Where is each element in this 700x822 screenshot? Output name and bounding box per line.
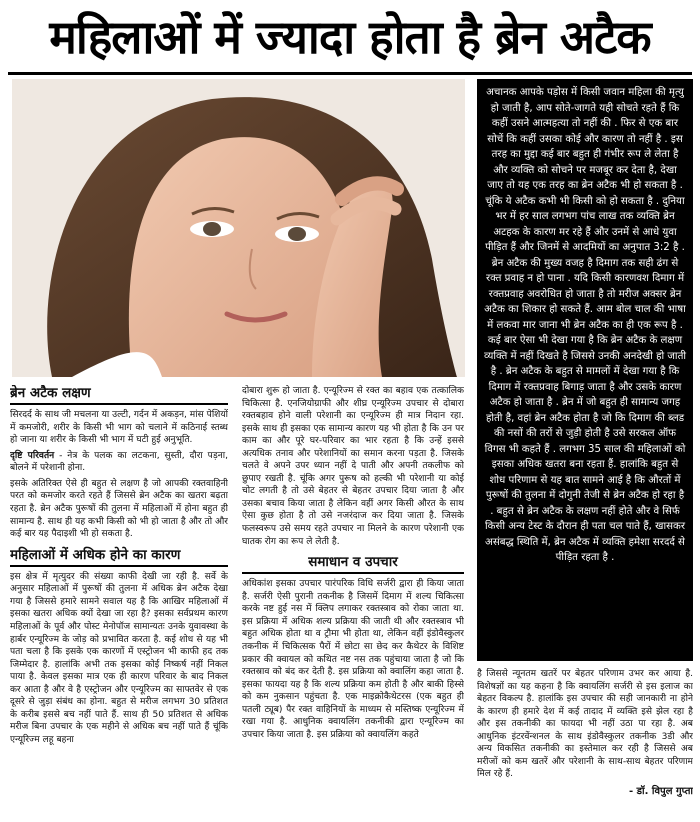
paragraph: दोबारा शुरू हो जाता है. एन्यूरिज्म से रक्त का बहाव एक तत्कालिक चिकित्सा है. एनजियोग्राफी और शीघ्र एन्यूरिज्म उपचार से दोबारा रक्तबहाव होने वाली परेशानी का एन्यूरिज्म ही मात्र निदान रहा. इसके साथ ही इसका एक सामान्य कारण यह भी होता है कि उन पर काम का और पूरे घर-परिवार का भार रहता है कि उन्हें इससे अत्यधिक तनाव और परेशानियों का समान करना पड़ता है. जिसके चलते वे अपने उपर ध्यान नहीं दे पाती और अपनी तकलीफ को छुपाए रखती है. चूंकि अगर पुरूष को हल्की भी परेशानी या कोई चोट लगती है तो उसे बेहतर से बेहतर उपचार दिया जाता है और उसका बचाव किया जाता है लेकिन वहीं अगर किसी औरत के साथ ऐसा कुछ होता है तो उसे नजरंदाज कर दिया जाता है. जिसके फलस्वरूप उसे समय रहते उपचार ना मिलने के कारण परेशानी एक घातक रोग का रूप ले लेती है. bbox=[242, 386, 464, 547]
section-heading-symptoms: ब्रेन अटैक लक्षण bbox=[10, 385, 228, 405]
author-byline: - डॉ. विपुल गुप्ता bbox=[629, 785, 693, 797]
section-heading-reasons: महिलाओं में अधिक होने का कारण bbox=[10, 547, 228, 567]
headline: महिलाओं में ज्यादा होता है ब्रेन अटैक bbox=[49, 10, 651, 64]
paragraph: इसके अतिरिक्त ऐसे ही बहुत से लक्षण है जो आपकी रक्तवाहिनी परत को कमजोर करते रहते हैं जिससे ब्रेन अटैक का खतरा बढ़ता रहता है. ब्रेन अटैक पुरूषों की तुलना में महिलाओं में होना बहुत ही सामान्य है. साथ ही यह कभी किसी को भी हो जाता है और तो और कई बार यह पैदाइशी भी हो सकता है. bbox=[10, 478, 228, 540]
paragraph-lead: दृष्टि परिवर्तन bbox=[10, 450, 55, 461]
woman-photo-illustration bbox=[12, 79, 465, 377]
column-1 bbox=[10, 385, 228, 817]
paragraph bbox=[10, 450, 228, 475]
column-3 bbox=[477, 668, 693, 818]
intro-text: अचानक आपके पड़ोस में किसी जवान महिला की मृत्यु हो जाती है, आप सोते-जागते यही सोचते रहते हैं कि कहीं उसने आत्महत्या तो नहीं की . फिर से एक बार सोचें कि कहीं उसका कोई और कारण तो नहीं है . इस तरह का मुद्दा कई बार बहुत ही गंभीर रूप ले लेता है और व्यक्ति को सोचने पर मजबूर कर देता है, देखा जाए तो यह एक तरह का ब्रेन अटैक भी हो सकता है . चूंकि ये अटैक कभी भी किसी को हो सकता है . दुनिया भर में हर साल लगभग पांच लाख तक व्यक्ति ब्रेन अटहक के कारण मर रहे हैं और उनमें से आधे युवा पीड़ित हैं और जिनमें से आदमियों का अनुपात 3:2 है . ब्रेन अटैक की मुख्य वजह है दिमाग तक सही ढंग से रक्त प्रवाह न हो पाना . यदि किसी कारणवश दिमाग में रक्तप्रवाह अवरोधित हो जाता है तो मरीज अक्सर ब्रेन अटैक का शिकार हो सकते हैं. आम बोल चाल की भाषा में लकवा मार जाना भी ब्रेन अटैक का ही एक रूप है . कई बार ऐसा भी देखा गया है कि ब्रेन अटैक के लक्षण व्यक्ति में नहीं दिखते है जिससे उनकी अनदेखी हो जाती है . ब्रेन अटैक के बहुत से मामलों में देखा गया है कि दिमाग में रक्तप्रवाह बिगाड़ जाता है और उसके कारण अटैक हो जाता है . ब्रेन में जो बहुत ही सामान्य जगह होती है, वहां ब्रेन अटैक होता है जो कि दिमाग की ब्लड की नसों की तरों से जुड़ी होती है उसे सरकल ऑफ विगस भी कहते हैं . लगभग 35 साल की महिलाओं को इसका अधिक खतरा बना रहता हैं. हालांकि बहुत से शोध परिणाम से यह बात सामने आई है कि औरतों में पुरूषों की तुलना में दोगुनी तेजी से ब्रेन अटैक हो रहा है . बहुत से ब्रेन अटैक के लक्षण नहीं होते और वे सिर्फ किसी अन्य टेस्ट के दौरान ही पता चल पाते हैं, खासकर असंबद्ध स्थिति में, ब्रेन अटैक में व्यक्ति हमेशा सरदर्द से पीड़ित रहता है . bbox=[484, 87, 687, 563]
paragraph: अधिकांश इसका उपचार पारंपरिक विधि सर्जरी द्वारा ही किया जाता है. सर्जरी ऐसी पुरानी तकनीक है जिसमें दिमाग में शल्य चिकित्सा करके नष्ट हुई नस में क्लिप लगाकर रक्तस्त्राव को रोका जाता था. इस प्रक्रिया में अधिक शल्य प्रक्रिया की जाती थी और रक्तस्त्राव भी बहुत अधिक होता था व ट्रौमा भी होता था, लेकिन वहीं इंडोवैस्कुलर तकनीक में चिकित्सक पैरों में छोटा सा छेद कर कैथेटर के विशिष्ट प्रकार की क्वायल को कथित नष्ट नस तक पहुंचाया जाता है जो कि रक्तस्राव को बंद कर देती है. इस प्रक्रिया को क्वालिंग कहा जाता है. इसका फायदा यह है कि शल्य प्रक्रिया कम होती है और बाकी हिस्से को कम नुकसान पहुंचता है. एक माइक्रोकैथेटरस (एक बहुत ही पतली ट्यूब) पैर रक्त वाहिनियों के माध्यम से मस्तिष्क एन्यूरिज्म में रखा गया है. आधुनिक क्वायलिंग तकनीकी द्वारा एन्यूरिज्म का उपचार किया जाता है. इस प्रक्रिया को क्वायलिंग कहते bbox=[242, 579, 464, 740]
paragraph-body: - नेत्र के पलक का लटकना, सुस्ती, दौरा पड़ना, बोलने में परेशानी होना. bbox=[10, 450, 228, 474]
woman-headache-photo bbox=[12, 79, 465, 377]
headline-rule bbox=[8, 72, 692, 75]
intro-black-box bbox=[477, 79, 693, 661]
column-2 bbox=[242, 385, 464, 817]
paragraph: सिरदर्द के साथ जी मचलना या उल्टी, गर्दन में अकड़न, मांस पेशियों में कमजोरी, शरीर के किसी भी भाग को चलाने में कठिनाई स्तब्ध हो जाना या शरीर के किसी भी भाग में घटी हुई अनुभूति. bbox=[10, 410, 228, 446]
section-heading-treatment: समाधान व उपचार bbox=[242, 554, 464, 574]
paragraph: है जिससे न्यूनतम खतरें पर बेहतर परिणाम उभर कर आया है. विशेषज्ञों का यह कहना है कि क्वायलिंग सर्जरी से इस इलाज का बेहतर विकल्प है. हालांकि इस उपचार की सही जानकारी ना होने के कारण ही हमारे देश में कई तादाद में व्यक्ति इसे झेल रहा है और इस तकनीकी का फायदा भी नहीं उठा पा रहा है. अब आधुनिक इंटरवेंन्शनल के साथ इंडोवैस्कुलर तकनीक 3डी और अन्य विकसित तकनीकी का इस्तेमाल कर रही है जिससे अब मरीजों को कम खतरें और परेशानी के साथ-साथ बेहतर परिणाम मिल रहे हैं. bbox=[477, 669, 693, 780]
paragraph: इस क्षेत्र में मृत्युदर की संख्या काफी देखी जा रही है. सर्वे के अनुसार महिलाओं में पुरूषों की तुलना में अधिक ब्रेन अटैक देखा गया है जिससे हमारे सामने सवाल यह है कि आखिर महिलाओं में इसका खतरा अधिक क्यों देखा जा रहा है? इसका सर्वप्रथम कारण महिलाओं के पूर्व और पोस्ट मेनोपॉज सामान्यतः उनके युवावस्था के हार्बर एन्यूरिज्म के जोड़ को प्रभावित करता है. कई शोध से यह भी पता चला है कि इसके एक कारणों में एस्ट्रोजन भी काफी हद तक जिम्मेदार है. हालांकि अभी तक इसका कोई निष्कर्ष नहीं निकल पाया है. केवल इसका मात्र एक ही कारण परिवार के बाद निकल कर आता है और वे है एस्ट्रोजन और एन्यूरिज्म का साफ्तवेर से एक दूसरे से जुड़ा संबंध का होना. बहुत से मरीज लगभग 30 प्रतिशत के करीब इससे बच नहीं पाते हैं. साथ ही 50 प्रतिशत से अधिक मरीज बिना उपचार के एक महीने से अधिक बच नहीं पाते हैं चूंकि एन्यूरिज्म लहू बहना bbox=[10, 571, 228, 745]
